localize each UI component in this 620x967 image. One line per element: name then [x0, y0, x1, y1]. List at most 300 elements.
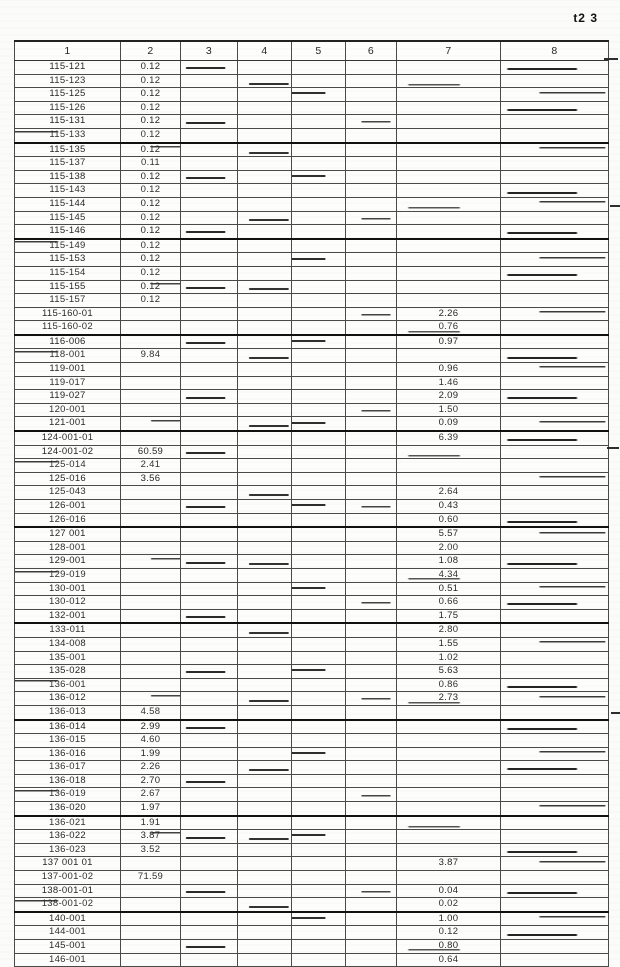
table-cell: [292, 184, 346, 198]
table-cell: 136-020: [15, 802, 121, 816]
table-cell: [346, 692, 397, 706]
table-cell: 115-160-02: [15, 321, 121, 335]
table-cell: [181, 417, 238, 431]
table-cell: [346, 774, 397, 788]
table-cell: [292, 61, 346, 75]
table-cell: [501, 926, 609, 940]
table-cell: [121, 637, 181, 651]
table-cell: [181, 307, 238, 321]
table-row: [15, 88, 609, 102]
table-cell: [346, 568, 397, 582]
table-cell: [238, 774, 292, 788]
table-cell: [292, 609, 346, 623]
table-cell: [292, 197, 346, 211]
table-cell: [181, 513, 238, 527]
table-cell: [121, 307, 181, 321]
table-row: [15, 239, 609, 253]
table-cell: 0.12: [121, 197, 181, 211]
table-cell: 125-014: [15, 459, 121, 473]
table-cell: [397, 459, 501, 473]
table-cell: 127 001: [15, 527, 121, 541]
table-cell: [397, 294, 501, 308]
table-row: [15, 294, 609, 308]
table-cell: [292, 802, 346, 816]
table-cell: [181, 101, 238, 115]
table-row: [15, 403, 609, 417]
table-cell: [292, 623, 346, 637]
table-cell: [292, 692, 346, 706]
table-row: [15, 115, 609, 129]
table-cell: [121, 940, 181, 954]
table-cell: [181, 74, 238, 88]
table-cell: [346, 843, 397, 857]
table-row: [15, 912, 609, 926]
table-cell: [501, 541, 609, 555]
table-cell: [501, 266, 609, 280]
table-cell: [238, 926, 292, 940]
table-cell: [181, 705, 238, 719]
table-cell: [292, 431, 346, 445]
table-cell: [501, 857, 609, 871]
table-cell: 138-001-02: [15, 898, 121, 912]
table-cell: [181, 239, 238, 253]
table-cell: [501, 692, 609, 706]
table-cell: [181, 403, 238, 417]
table-cell: [346, 143, 397, 157]
table-cell: [346, 541, 397, 555]
table-cell: [501, 788, 609, 802]
table-header: [15, 41, 609, 61]
table-cell: [501, 609, 609, 623]
table-cell: 129-019: [15, 568, 121, 582]
table-cell: [346, 239, 397, 253]
table-cell: [181, 445, 238, 459]
table-cell: [501, 376, 609, 390]
table-cell: 119-017: [15, 376, 121, 390]
table-body: [15, 61, 609, 967]
table-cell: [238, 349, 292, 363]
table-cell: 0.09: [397, 417, 501, 431]
table-cell: [501, 678, 609, 692]
table-cell: [397, 253, 501, 267]
column-header: 3: [181, 41, 238, 61]
table-row: [15, 253, 609, 267]
table-cell: [397, 472, 501, 486]
table-cell: [397, 239, 501, 253]
table-cell: 2.70: [121, 774, 181, 788]
table-cell: [346, 486, 397, 500]
table-cell: [346, 830, 397, 844]
data-table: [14, 40, 609, 967]
table-cell: 0.86: [397, 678, 501, 692]
table-cell: [238, 266, 292, 280]
table-cell: [397, 74, 501, 88]
table-cell: [501, 912, 609, 926]
table-row: [15, 541, 609, 555]
table-cell: [397, 184, 501, 198]
table-cell: [346, 637, 397, 651]
table-cell: [346, 555, 397, 569]
table-cell: [501, 390, 609, 404]
table-cell: [238, 816, 292, 830]
table-row: [15, 843, 609, 857]
table-row: [15, 527, 609, 541]
table-cell: [501, 871, 609, 885]
table-row: [15, 816, 609, 830]
table-cell: 3.87: [397, 857, 501, 871]
table-cell: 115-126: [15, 101, 121, 115]
table-row: [15, 678, 609, 692]
table-cell: [346, 376, 397, 390]
table-cell: [292, 637, 346, 651]
table-cell: [181, 472, 238, 486]
table-cell: 0.12: [121, 280, 181, 294]
table-cell: [292, 307, 346, 321]
table-cell: [346, 170, 397, 184]
table-cell: 0.97: [397, 335, 501, 349]
table-cell: [292, 349, 346, 363]
table-cell: 1.00: [397, 912, 501, 926]
table-cell: [292, 500, 346, 514]
table-cell: [397, 774, 501, 788]
table-cell: [238, 843, 292, 857]
table-cell: [238, 115, 292, 129]
table-cell: [397, 225, 501, 239]
table-cell: [238, 513, 292, 527]
table-cell: [238, 253, 292, 267]
table-cell: [501, 211, 609, 225]
table-cell: [238, 568, 292, 582]
table-cell: 1.46: [397, 376, 501, 390]
table-cell: [292, 253, 346, 267]
table-cell: 0.02: [397, 898, 501, 912]
table-cell: [501, 170, 609, 184]
table-cell: [346, 459, 397, 473]
table-cell: [501, 349, 609, 363]
table-cell: [292, 472, 346, 486]
table-cell: [501, 582, 609, 596]
table-cell: [181, 830, 238, 844]
table-cell: [181, 884, 238, 898]
table-cell: [346, 128, 397, 142]
table-cell: 0.12: [121, 225, 181, 239]
table-cell: [346, 788, 397, 802]
table-cell: [292, 582, 346, 596]
table-cell: 137-001-02: [15, 871, 121, 885]
table-cell: [181, 225, 238, 239]
table-cell: [397, 720, 501, 734]
table-cell: 1.50: [397, 403, 501, 417]
table-cell: [181, 857, 238, 871]
table-cell: [238, 555, 292, 569]
table-cell: [346, 940, 397, 954]
table-cell: [397, 734, 501, 748]
table-cell: [397, 143, 501, 157]
table-cell: [238, 280, 292, 294]
table-cell: [292, 720, 346, 734]
table-cell: [181, 321, 238, 335]
table-cell: [346, 761, 397, 775]
table-cell: [181, 568, 238, 582]
table-cell: [346, 802, 397, 816]
table-cell: [501, 184, 609, 198]
table-cell: 0.12: [121, 170, 181, 184]
table-cell: 115-157: [15, 294, 121, 308]
table-cell: [501, 637, 609, 651]
table-cell: [181, 692, 238, 706]
table-cell: [397, 761, 501, 775]
table-row: [15, 513, 609, 527]
table-cell: 6.39: [397, 431, 501, 445]
table-cell: 0.96: [397, 363, 501, 377]
table-cell: [292, 651, 346, 665]
table-cell: [501, 596, 609, 610]
table-cell: 115-121: [15, 61, 121, 75]
table-row: [15, 74, 609, 88]
table-cell: [292, 857, 346, 871]
table-cell: [346, 912, 397, 926]
table-row: [15, 197, 609, 211]
table-cell: [181, 926, 238, 940]
table-row: [15, 830, 609, 844]
table-cell: [238, 431, 292, 445]
table-cell: [346, 184, 397, 198]
table-cell: [238, 705, 292, 719]
table-cell: [238, 609, 292, 623]
table-cell: [501, 280, 609, 294]
table-cell: 137 001 01: [15, 857, 121, 871]
table-cell: 0.12: [121, 253, 181, 267]
table-cell: [238, 61, 292, 75]
table-cell: 116-006: [15, 335, 121, 349]
table-cell: [346, 390, 397, 404]
table-cell: [501, 157, 609, 171]
table-cell: 2.26: [397, 307, 501, 321]
table-cell: [292, 376, 346, 390]
table-cell: [501, 843, 609, 857]
table-row: [15, 871, 609, 885]
table-cell: [292, 843, 346, 857]
table-row: [15, 637, 609, 651]
table-cell: [397, 170, 501, 184]
table-cell: [501, 239, 609, 253]
table-row: [15, 720, 609, 734]
table-cell: [346, 898, 397, 912]
table-cell: 115-153: [15, 253, 121, 267]
table-cell: 0.12: [121, 239, 181, 253]
table-cell: [121, 898, 181, 912]
table-cell: [346, 816, 397, 830]
table-cell: [346, 500, 397, 514]
table-cell: [501, 403, 609, 417]
table-cell: [238, 734, 292, 748]
table-cell: 0.12: [121, 266, 181, 280]
table-row: [15, 734, 609, 748]
table-cell: [501, 225, 609, 239]
table-cell: [292, 527, 346, 541]
table-row: [15, 582, 609, 596]
table-cell: 119-027: [15, 390, 121, 404]
table-cell: [238, 170, 292, 184]
table-cell: 124-001-02: [15, 445, 121, 459]
table-cell: [121, 527, 181, 541]
table-cell: [238, 417, 292, 431]
table-cell: 0.80: [397, 940, 501, 954]
table-cell: 138-001-01: [15, 884, 121, 898]
table-cell: [181, 211, 238, 225]
table-row: [15, 609, 609, 623]
table-row: [15, 211, 609, 225]
table-cell: [397, 747, 501, 761]
table-cell: 0.12: [121, 184, 181, 198]
table-cell: [501, 568, 609, 582]
table-cell: 1.02: [397, 651, 501, 665]
table-row: [15, 472, 609, 486]
table-cell: [346, 431, 397, 445]
column-header: 7: [397, 41, 501, 61]
table-row: [15, 184, 609, 198]
table-cell: [346, 871, 397, 885]
table-cell: [121, 596, 181, 610]
table-cell: 4.58: [121, 705, 181, 719]
table-cell: [238, 692, 292, 706]
column-header: 8: [501, 41, 609, 61]
table-cell: [292, 211, 346, 225]
table-cell: 115-160-01: [15, 307, 121, 321]
table-cell: [397, 101, 501, 115]
table-cell: 135-028: [15, 665, 121, 679]
table-cell: [181, 363, 238, 377]
table-cell: 124-001-01: [15, 431, 121, 445]
table-cell: [238, 665, 292, 679]
table-cell: [501, 555, 609, 569]
table-cell: [397, 211, 501, 225]
table-cell: [238, 445, 292, 459]
table-cell: 0.12: [121, 143, 181, 157]
table-cell: [238, 307, 292, 321]
table-cell: [121, 513, 181, 527]
table-cell: [346, 527, 397, 541]
table-cell: [181, 88, 238, 102]
table-cell: [181, 637, 238, 651]
table-cell: 126-001: [15, 500, 121, 514]
table-cell: 115-131: [15, 115, 121, 129]
table-cell: [397, 128, 501, 142]
table-cell: 115-146: [15, 225, 121, 239]
table-cell: 1.99: [121, 747, 181, 761]
table-cell: [181, 802, 238, 816]
table-cell: [121, 417, 181, 431]
table-cell: 2.26: [121, 761, 181, 775]
table-cell: [346, 211, 397, 225]
table-cell: 115-135: [15, 143, 121, 157]
table-cell: [397, 705, 501, 719]
table-row: [15, 170, 609, 184]
table-cell: [501, 128, 609, 142]
table-cell: [238, 596, 292, 610]
table-cell: 136-001: [15, 678, 121, 692]
table-cell: 0.64: [397, 953, 501, 967]
table-row: [15, 774, 609, 788]
table-cell: [181, 197, 238, 211]
table-cell: 136-016: [15, 747, 121, 761]
table-cell: 121-001: [15, 417, 121, 431]
table-cell: [292, 390, 346, 404]
table-cell: [397, 349, 501, 363]
table-cell: [181, 734, 238, 748]
table-cell: 136-012: [15, 692, 121, 706]
table-cell: [501, 294, 609, 308]
table-cell: [501, 363, 609, 377]
table-cell: [238, 321, 292, 335]
table-cell: [238, 225, 292, 239]
table-cell: [292, 321, 346, 335]
table-cell: [238, 541, 292, 555]
table-cell: [121, 582, 181, 596]
table-cell: [501, 101, 609, 115]
table-cell: [121, 692, 181, 706]
table-row: [15, 940, 609, 954]
table-cell: [292, 486, 346, 500]
table-cell: [501, 253, 609, 267]
table-cell: [501, 115, 609, 129]
table-cell: [121, 541, 181, 555]
table-cell: [181, 871, 238, 885]
table-cell: 0.60: [397, 513, 501, 527]
table-cell: [501, 513, 609, 527]
table-cell: [121, 678, 181, 692]
table-cell: [346, 651, 397, 665]
table-cell: [238, 101, 292, 115]
table-cell: [501, 335, 609, 349]
table-cell: [292, 898, 346, 912]
table-cell: [292, 363, 346, 377]
table-cell: [397, 445, 501, 459]
table-cell: [501, 761, 609, 775]
table-cell: [181, 280, 238, 294]
table-cell: [501, 472, 609, 486]
table-cell: [346, 101, 397, 115]
table-cell: 136-023: [15, 843, 121, 857]
table-cell: 133-011: [15, 623, 121, 637]
table-cell: [238, 211, 292, 225]
table-cell: 118-001: [15, 349, 121, 363]
table-cell: [121, 335, 181, 349]
table-cell: [238, 747, 292, 761]
table-row: [15, 225, 609, 239]
scan-artifact: [611, 712, 620, 714]
table-cell: [238, 761, 292, 775]
table-cell: [181, 720, 238, 734]
table-cell: [238, 143, 292, 157]
table-cell: [292, 225, 346, 239]
table-cell: 2.73: [397, 692, 501, 706]
table-cell: [238, 857, 292, 871]
table-cell: 129-001: [15, 555, 121, 569]
table-cell: 115-133: [15, 128, 121, 142]
table-cell: [121, 363, 181, 377]
table-cell: [181, 431, 238, 445]
table-cell: 1.97: [121, 802, 181, 816]
table-cell: [181, 665, 238, 679]
table-cell: [181, 128, 238, 142]
table-cell: 115-125: [15, 88, 121, 102]
table-cell: [121, 500, 181, 514]
table-cell: [501, 774, 609, 788]
table-cell: [346, 705, 397, 719]
table-cell: [238, 500, 292, 514]
table-row: [15, 486, 609, 500]
